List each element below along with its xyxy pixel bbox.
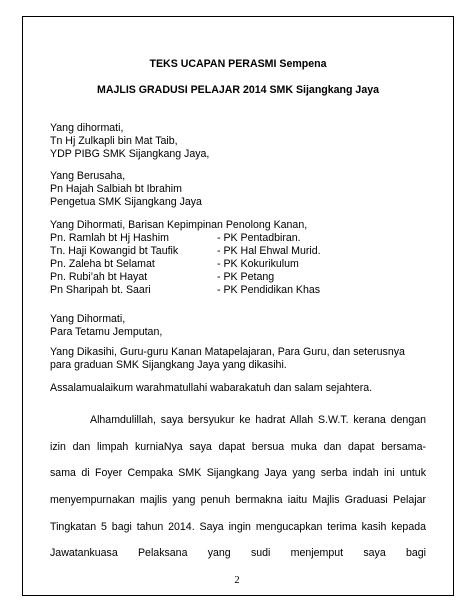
body-line: izin dan limpah kurniaNya saya dapat bersua muka dan dapat bersama- xyxy=(50,441,426,453)
salutation-2 xyxy=(50,170,440,209)
salutation-line: Yang dihormati, xyxy=(50,122,124,134)
officer-name: Pn. Zaleha bt Selamat xyxy=(50,258,155,270)
officer-role: - PK Hal Ehwal Murid. xyxy=(217,245,321,257)
body-line: Tingkatan 5 bagi tahun 2014. Saya ingin mengucapkan terima kasih kepada xyxy=(50,521,426,533)
officer-role: - PK Pentadbiran. xyxy=(217,232,301,244)
body-line: sama di Foyer Cempaka SMK Sijangkang Jaya yang serba indah ini untuk xyxy=(50,467,426,479)
officer-role: - PK Kokurikulum xyxy=(217,258,299,270)
salutation-line: Yang Dikasihi, Guru-guru Kanan Matapelajaran, Para Guru, dan seterusnya xyxy=(50,346,405,358)
salutation-line: Pengetua SMK Sijangkang Jaya xyxy=(50,196,202,208)
salutation-5 xyxy=(50,346,440,372)
salutation-line: Tn Hj Zulkapli bin Mat Taib, xyxy=(50,135,178,147)
page-border xyxy=(22,16,454,596)
title-line-2: MAJLIS GRADUSI PELAJAR 2014 SMK Sijangkang Jaya xyxy=(97,84,379,96)
salutation-line: Para Tetamu Jemputan, xyxy=(50,326,163,338)
salutation-line: para graduan SMK Sijangkang Jaya yang dikasihi. xyxy=(50,359,287,371)
salutation-1 xyxy=(50,122,440,161)
body-line: Alhamdulillah, saya bersyukur ke hadrat Allah S.W.T. kerana dengan xyxy=(90,414,426,426)
officer-name: Pn Sharipah bt. Saari xyxy=(50,284,151,296)
body-line: menyempurnakan majlis yang penuh bermakna iaitu Majlis Graduasi Pelajar xyxy=(50,494,426,506)
salutation-3-heading: Yang Dihormati, Barisan Kepimpinan Penolong Kanan, xyxy=(50,219,308,231)
page-number: 2 xyxy=(234,575,240,586)
salutation-line: Yang Berusaha, xyxy=(50,170,126,182)
officer-name: Pn. Rubi’ah bt Hayat xyxy=(50,271,148,283)
salutation-line: YDP PIBG SMK Sijangkang Jaya, xyxy=(50,148,210,160)
officer-role: - PK Pendidikan Khas xyxy=(217,284,321,296)
greeting: Assalamualaikum warahmatullahi wabarakatuh dan salam sejahtera. xyxy=(50,382,373,394)
salutation-4 xyxy=(50,313,440,339)
salutation-line: Yang Dihormati, xyxy=(50,313,126,325)
officer-name: Tn. Haji Kowangid bt Taufik xyxy=(50,245,179,257)
officer-name: Pn. Ramlah bt Hj Hashim xyxy=(50,232,169,244)
body-line: Jawatankuasa Pelaksana yang sudi menjemput saya bagi xyxy=(50,547,426,559)
title-line-1: TEKS UCAPAN PERASMI Sempena xyxy=(149,58,327,70)
officer-role: - PK Petang xyxy=(217,271,275,283)
salutation-line: Pn Hajah Salbiah bt Ibrahim xyxy=(50,183,182,195)
